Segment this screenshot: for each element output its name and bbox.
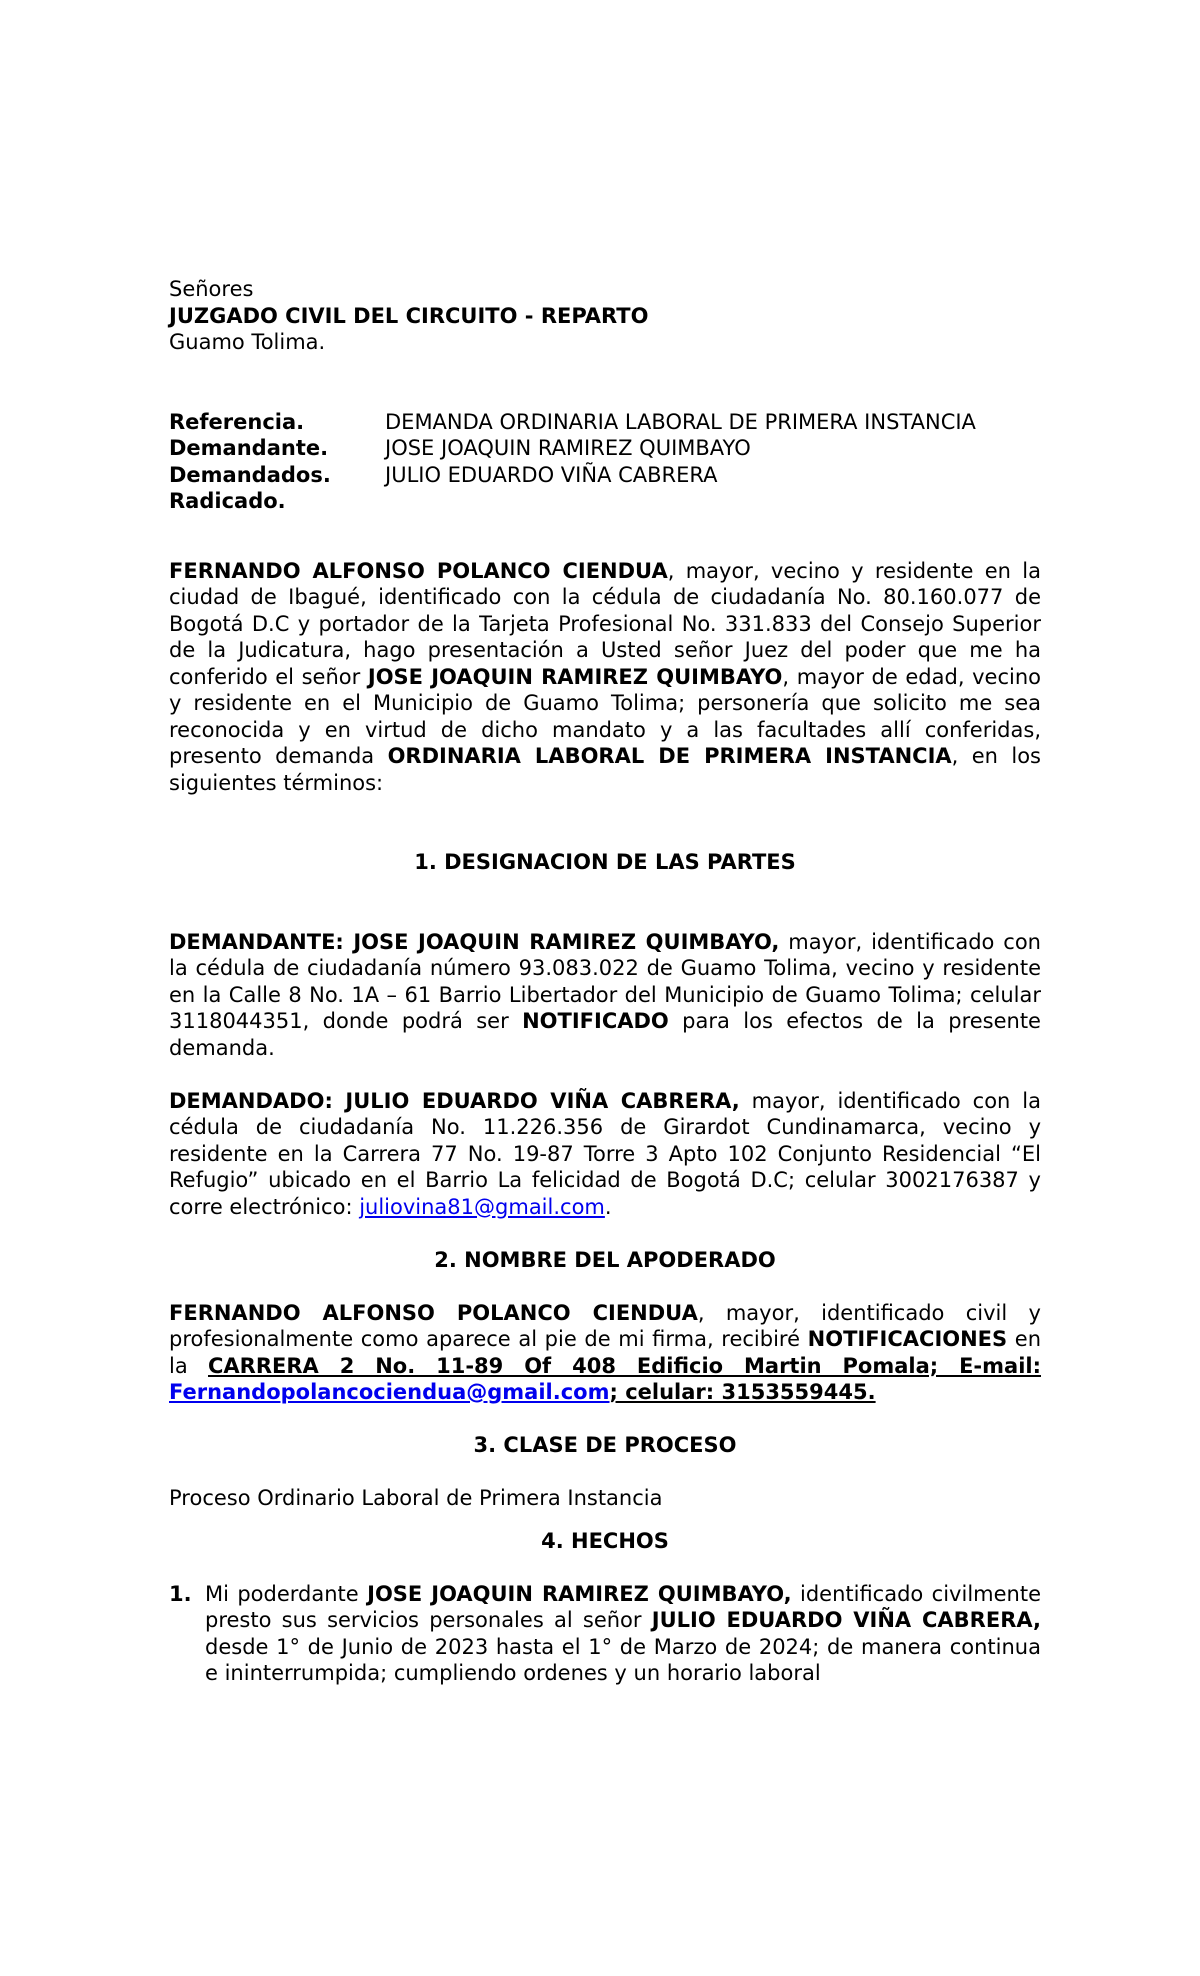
apoderado-text-1: , mayor, identificado civil y profesionalmente como aparece al pie de mi firma, recibiré [169, 1300, 1041, 1351]
demandante-text-1: mayor, identificado con la cédula de ciudadanía número 93.083.022 de Guamo Tolima, vecino y residente en la Calle 8 No. 1A – 61 Barrio Libertador del Municipio de Guamo Tolima; celular 3118044351, donde podrá ser [169, 929, 1041, 1033]
apoderado-text-2: en la [169, 1327, 1042, 1378]
demand-type: ORDINARIA LABORAL DE PRIMERA INSTANCIA [387, 744, 952, 768]
demandante-text-2: para los efectos de la presente demanda. [169, 1009, 1041, 1060]
reference-block [169, 409, 1041, 515]
list-item [169, 1581, 1041, 1687]
radicado-label: Radicado. [169, 489, 286, 513]
apoderado-address: CARRERA 2 No. 11-89 Of 408 Edificio Martin Pomala; E-mail: [208, 1353, 1041, 1378]
demandante-heading: DEMANDANTE: JOSE JOAQUIN RAMIREZ QUIMBAYO, [169, 929, 780, 954]
list-item-text: Mi poderdante JOSE JOAQUIN RAMIREZ QUIMBAYO, identificado civilmente presto sus servicios personales al señor JULIO EDUARDO VIÑA CABRERA, desde 1° de Junio de 2023 hasta el 1° de Marzo de 2024; de manera continua e ininterrumpida; cumpliendo ordenes y un horario laboral [205, 1581, 1041, 1685]
process-type: Proceso Ordinario Laboral de Primera Instancia [169, 1486, 663, 1510]
demandado-text-2: . [604, 1194, 612, 1219]
reference-label: Referencia. [169, 409, 305, 434]
hecho-employer-name: JULIO EDUARDO VIÑA CABRERA, [651, 1608, 1041, 1632]
section-2-title: 2. NOMBRE DEL APODERADO [434, 1247, 776, 1272]
demandado-paragraph [169, 1088, 1041, 1221]
section-3-title: 3. CLASE DE PROCESO [473, 1433, 737, 1457]
apoderado-email-link[interactable]: Fernandopolancociendua@gmail.com [169, 1380, 610, 1404]
client-name: JOSE JOAQUIN RAMIREZ QUIMBAYO [367, 664, 783, 689]
salutation: Señores [169, 277, 254, 301]
hecho-client-name: JOSE JOAQUIN RAMIREZ QUIMBAYO, [367, 1581, 792, 1606]
document-page [169, 276, 1041, 1687]
court-city: Guamo Tolima. [169, 330, 326, 354]
demandado-text-1: mayor, identificado con la cédula de ciudadanía No. 11.226.356 de Girardot Cundinamarca, vecino y residente en la Carrera 77 No. 19-87 Torre 3 Apto 102 Conjunto Residencial “El Refugio” ubicado en el Barrio La felicidad de Bogotá D.C; celular 3002176387 y corre electrónico: [169, 1088, 1041, 1219]
intro-paragraph [169, 558, 1041, 797]
section-4-title: 4. HECHOS [541, 1528, 669, 1553]
demandados-value: JULIO EDUARDO VIÑA CABRERA [385, 462, 718, 487]
notificaciones-word: NOTIFICACIONES [807, 1327, 1008, 1351]
demandados-label: Demandados. [169, 462, 331, 487]
demandado-email-link[interactable]: juliovina81@gmail.com [359, 1194, 605, 1219]
demandante-label: Demandante. [169, 436, 329, 460]
apoderado-paragraph [169, 1300, 1041, 1406]
attorney-name: FERNANDO ALFONSO POLANCO CIENDUA [169, 558, 668, 583]
demandante-paragraph [169, 929, 1041, 1062]
apoderado-phone: ; celular: 3153559445. [609, 1380, 876, 1404]
list-item-number: 1. [169, 1581, 192, 1606]
demandante-value: JOSE JOAQUIN RAMIREZ QUIMBAYO [385, 436, 751, 460]
intro-text-2: , mayor de edad, vecino y residente en el Municipio de Guamo Tolima; personería que solicito me sea reconocida y en virtud de dicho mandato y a las facultades allí conferidas, presento demanda [169, 664, 1041, 768]
radicado-value [385, 488, 1041, 515]
apoderado-name: FERNANDO ALFONSO POLANCO CIENDUA [169, 1300, 698, 1325]
demandado-heading: DEMANDADO: JULIO EDUARDO VIÑA CABRERA, [169, 1088, 740, 1113]
court-name: JUZGADO CIVIL DEL CIRCUITO - REPARTO [169, 303, 649, 328]
reference-value: DEMANDA ORDINARIA LABORAL DE PRIMERA INSTANCIA [385, 409, 976, 434]
intro-text-3: , en los siguientes términos: [169, 744, 1041, 795]
notificado-word: NOTIFICADO [522, 1009, 669, 1033]
section-1-title: 1. DESIGNACION DE LAS PARTES [414, 850, 796, 874]
intro-text-1: , mayor, vecino y residente en la ciudad de Ibagué, identificado con la cédula de ciudadanía No. 80.160.077 de Bogotá D.C y portador de la Tarjeta Profesional No. 331.833 del Consejo Superior de la Judicatura, hago presentación a Usted señor Juez del poder que me ha conferido el señor [169, 558, 1041, 689]
